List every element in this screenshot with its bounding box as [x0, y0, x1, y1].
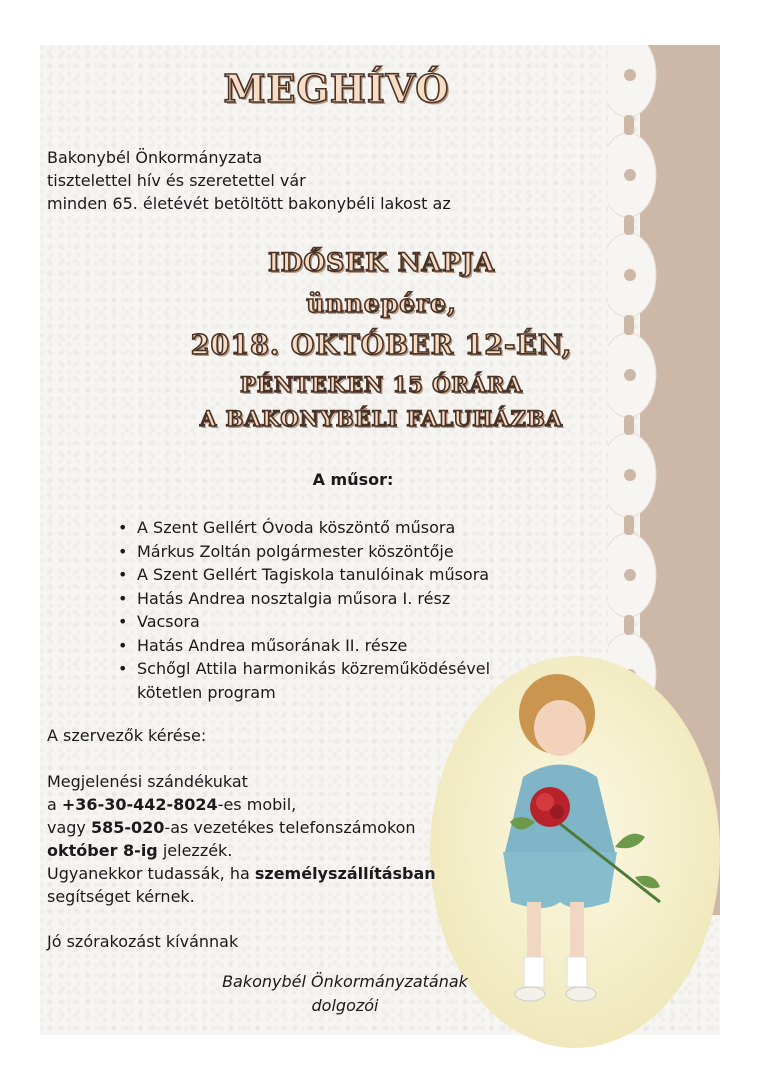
program-item: • A Szent Gellért Óvoda köszöntő műsora — [118, 516, 490, 540]
program-item: • Hatás Andrea nosztalgia műsora I. rész — [118, 587, 490, 611]
intro-line: Bakonybél Önkormányzata — [47, 148, 263, 167]
deadline-date: október 8-ig — [47, 841, 158, 860]
text-fragment: jelezzék. — [157, 841, 233, 860]
request-line-transport — [47, 862, 436, 885]
intro-text — [47, 146, 451, 215]
event-name: IDŐSEK NAPJA — [268, 248, 495, 277]
request-line-deadline — [47, 839, 232, 862]
program-item: • Schőgl Attila harmonikás közreműködésével — [118, 657, 490, 681]
request-heading: A szervezők kérése: — [47, 726, 207, 745]
text-fragment: a — [47, 795, 62, 814]
transport-keyword: személyszállításban — [254, 864, 436, 883]
program-item-continuation: kötetlen program — [137, 682, 276, 702]
request-line-mobile — [47, 793, 296, 816]
program-item: • A Szent Gellért Tagiskola tanulóinak műsora — [118, 563, 490, 587]
text-fragment: -es mobil, — [217, 795, 297, 814]
signature-line: Bakonybél Önkormányzatának — [222, 972, 468, 991]
request-line: segítséget kérnek. — [47, 887, 195, 906]
request-line-landline — [47, 816, 416, 839]
event-time: PÉNTEKEN 15 ÓRÁRA — [240, 372, 523, 397]
event-subtitle: ünnepére, — [306, 289, 457, 318]
intro-line: tisztelettel hív és szeretettel vár — [47, 171, 306, 190]
program-heading: A műsor: — [312, 470, 394, 489]
program-item: • Vacsora — [118, 610, 490, 634]
event-venue: A BAKONYBÉLI FALUHÁZBA — [200, 406, 563, 431]
closing-line: Jó szórakozást kívánnak — [47, 932, 239, 951]
text-fragment: -as vezetékes telefonszámokon — [164, 818, 416, 837]
intro-line: minden 65. életévét betöltött bakonybéli lakost az — [47, 194, 451, 213]
event-date: 2018. OKTÓBER 12-ÉN, — [190, 330, 573, 361]
landline-number: 585-020 — [90, 818, 165, 837]
text-fragment: vagy — [47, 818, 91, 837]
mobile-number: +36-30-442-8024 — [61, 795, 218, 814]
request-line: Megjelenési szándékukat — [47, 772, 248, 791]
program-item: • Márkus Zoltán polgármester köszöntője — [118, 540, 490, 564]
invitation-title: MEGHÍVÓ — [223, 66, 450, 111]
signature — [170, 970, 520, 1018]
text-fragment: Ugyanekkor tudassák, ha — [47, 864, 255, 883]
signature-line: dolgozói — [311, 996, 379, 1015]
program-item: • Hatás Andrea műsorának II. része — [118, 634, 490, 658]
